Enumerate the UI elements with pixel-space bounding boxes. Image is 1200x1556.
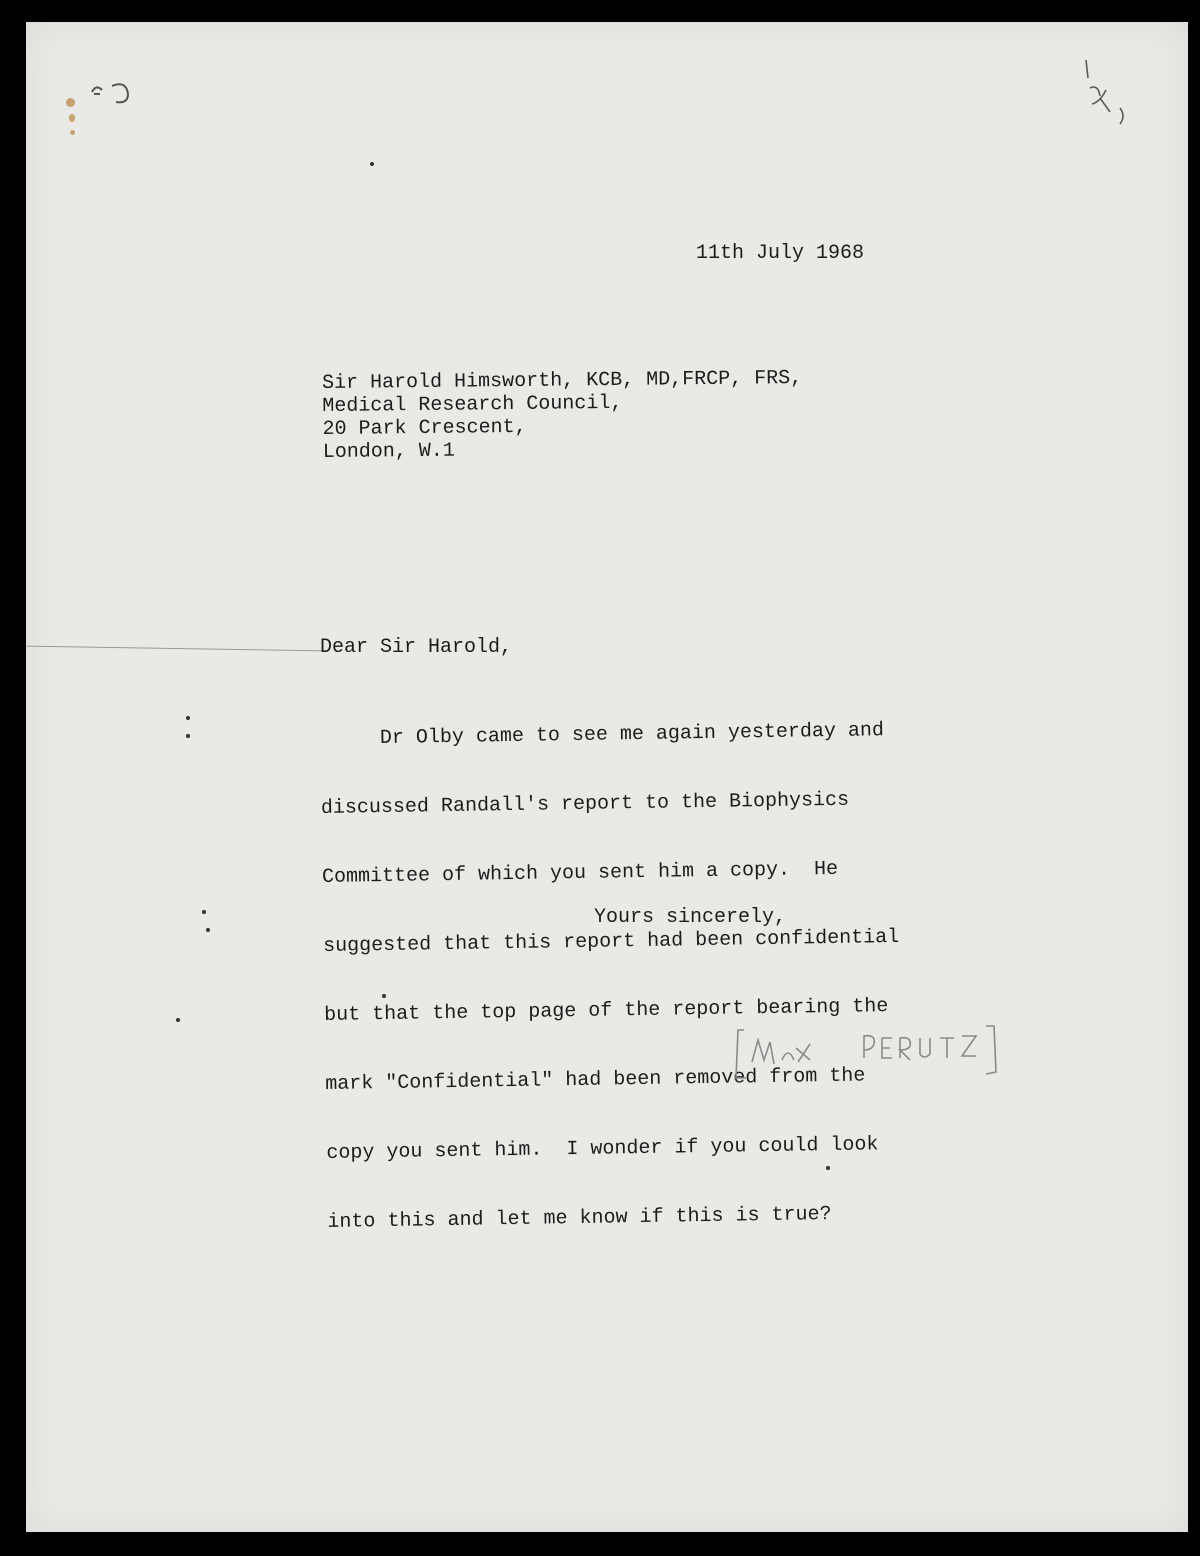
recipient-address [322, 367, 803, 464]
paper-speck [186, 734, 190, 738]
fold-line [26, 646, 326, 652]
paper-speck [370, 162, 374, 166]
address-line: London, W.1 [322, 439, 455, 464]
body-line: Committee of which you sent him a copy. He [321, 857, 839, 889]
folio-mark [82, 76, 152, 136]
address-line: Sir Harold Himsworth, KCB, MD,FRCP, FRS, [322, 366, 803, 395]
paper-speck [206, 928, 210, 932]
rust-stain [66, 98, 75, 107]
body-line: but that the top page of the report bearing the [324, 995, 889, 1027]
paper-speck [176, 1018, 180, 1022]
closing: Yours sincerely, [594, 906, 787, 929]
handwritten-signature [730, 1018, 1010, 1088]
salutation: Dear Sir Harold, [320, 636, 513, 659]
rust-stain [69, 114, 75, 122]
body-line: Dr Olby came to see me again yesterday and [379, 719, 885, 751]
body-line: mark "Confidential" had been removed from the [325, 1064, 866, 1096]
paper-speck [186, 716, 190, 720]
body-line: suggested that this report had been confidential [322, 925, 900, 958]
body-line: discussed Randall's report to the Biophysics [320, 788, 850, 820]
letter-page [26, 22, 1188, 1532]
letter-body [319, 673, 904, 1280]
address-line: Medical Research Council, [322, 391, 623, 418]
body-line: into this and let me know if this is true? [327, 1203, 832, 1234]
corner-pencil-mark [1062, 58, 1142, 128]
rust-stain [70, 130, 75, 135]
letter-date: 11th July 1968 [696, 242, 865, 265]
paper-speck [202, 910, 206, 914]
address-line: 20 Park Crescent, [322, 415, 527, 441]
body-line: copy you sent him. I wonder if you could look [326, 1133, 879, 1165]
